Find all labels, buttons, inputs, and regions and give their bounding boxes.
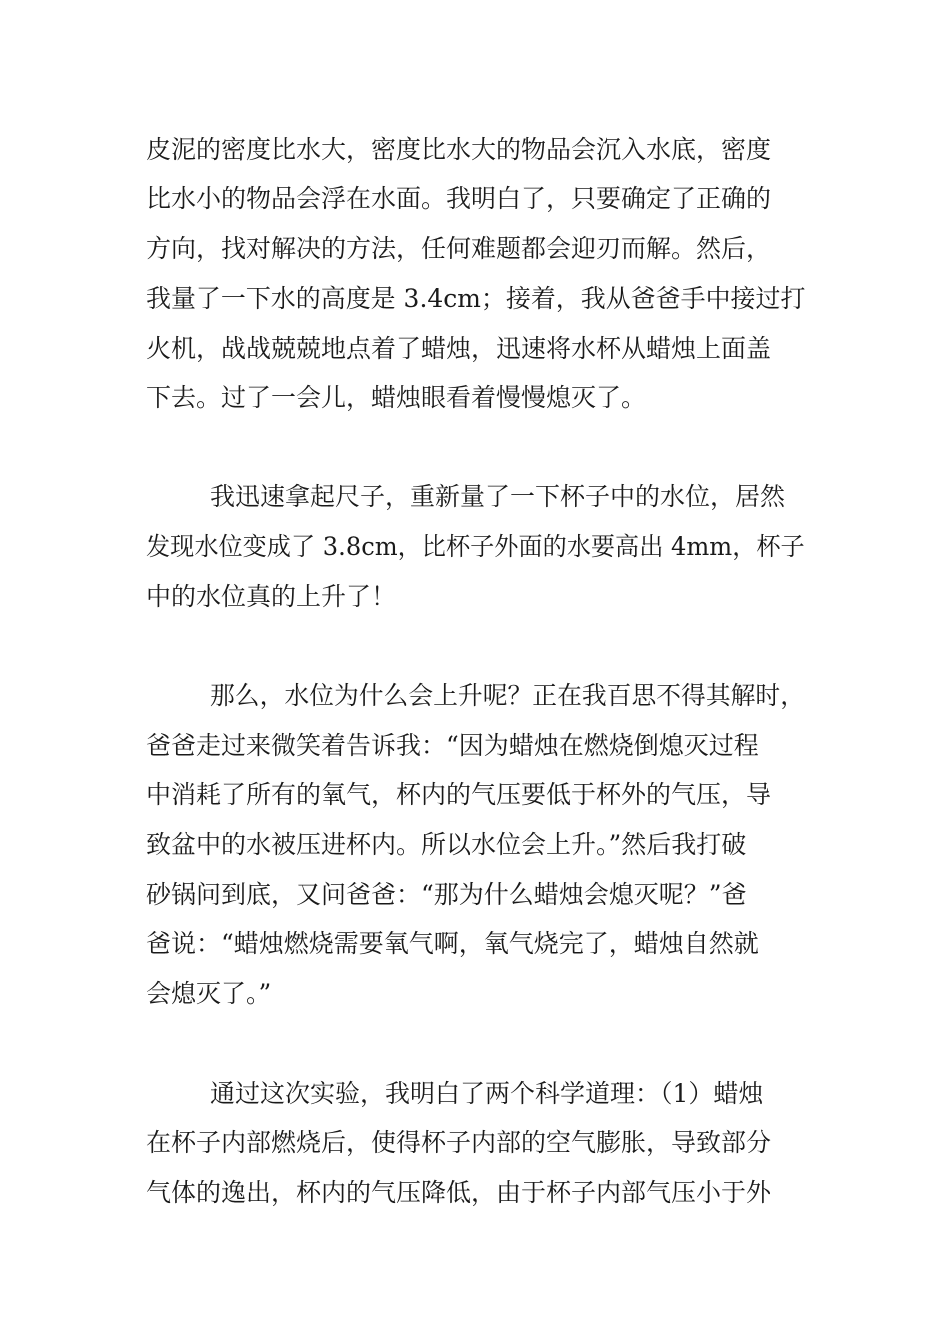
paragraph-line	[0, 373, 950, 423]
paragraph-line	[0, 472, 950, 522]
line-text: 火机，战战兢兢地点着了蜡烛，迅速将水杯从蜡烛上面盖	[146, 334, 772, 363]
line-text: 我量了一下水的高度是 3.4cm；接着，我从爸爸手中接过打	[146, 284, 806, 313]
paragraph-line	[0, 224, 950, 274]
line-text: 气体的逸出，杯内的气压降低，由于杯子内部气压小于外	[146, 1178, 772, 1207]
line-text: 通过这次实验，我明白了两个科学道理：（1）蜡烛	[210, 1079, 764, 1108]
line-text: 致盆中的水被压进杯内。所以水位会上升。”然后我打破	[146, 830, 747, 859]
line-text: 方向，找对解决的方法，任何难题都会迎刃而解。然后，	[146, 234, 772, 263]
paragraph-line	[0, 174, 950, 224]
paragraph-line	[0, 870, 950, 920]
line-text: 爸说：“蜡烛燃烧需要氧气啊，氧气烧完了，蜡烛自然就	[146, 929, 759, 958]
line-text: 中消耗了所有的氧气，杯内的气压要低于杯外的气压，导	[146, 780, 772, 809]
paragraph-line	[0, 1069, 950, 1119]
line-text: 我迅速拿起尺子，重新量了一下杯子中的水位，居然	[210, 482, 786, 511]
line-text: 砂锅问到底，又问爸爸：“那为什么蜡烛会熄灭呢？”爸	[146, 880, 747, 909]
paragraph-line	[0, 770, 950, 820]
line-text: 会熄灭了。”	[146, 979, 272, 1008]
line-text: 比水小的物品会浮在水面。我明白了，只要确定了正确的	[146, 184, 772, 213]
paragraph-line	[0, 721, 950, 771]
line-text: 在杯子内部燃烧后，使得杯子内部的空气膨胀，导致部分	[146, 1128, 772, 1157]
paragraph-line	[0, 572, 950, 622]
paragraph-line	[0, 274, 950, 324]
paragraph-line	[0, 522, 950, 572]
paragraph-line	[0, 969, 950, 1019]
paragraph-line	[0, 1168, 950, 1218]
line-text: 发现水位变成了 3.8cm，比杯子外面的水要高出 4mm，杯子	[146, 532, 805, 561]
paragraph-line	[0, 919, 950, 969]
paragraph-line	[0, 324, 950, 374]
line-text: 爸爸走过来微笑着告诉我：“因为蜡烛在燃烧倒熄灭过程	[146, 731, 759, 760]
line-text: 皮泥的密度比水大，密度比水大的物品会沉入水底，密度	[146, 135, 772, 164]
paragraph-line	[0, 125, 950, 175]
line-text: 那么，水位为什么会上升呢？正在我百思不得其解时，	[210, 681, 806, 710]
line-text: 下去。过了一会儿，蜡烛眼看着慢慢熄灭了。	[146, 383, 647, 412]
paragraph-line	[0, 1118, 950, 1168]
paragraph-line	[0, 820, 950, 870]
paragraph-line	[0, 671, 950, 721]
line-text: 中的水位真的上升了！	[146, 582, 397, 611]
